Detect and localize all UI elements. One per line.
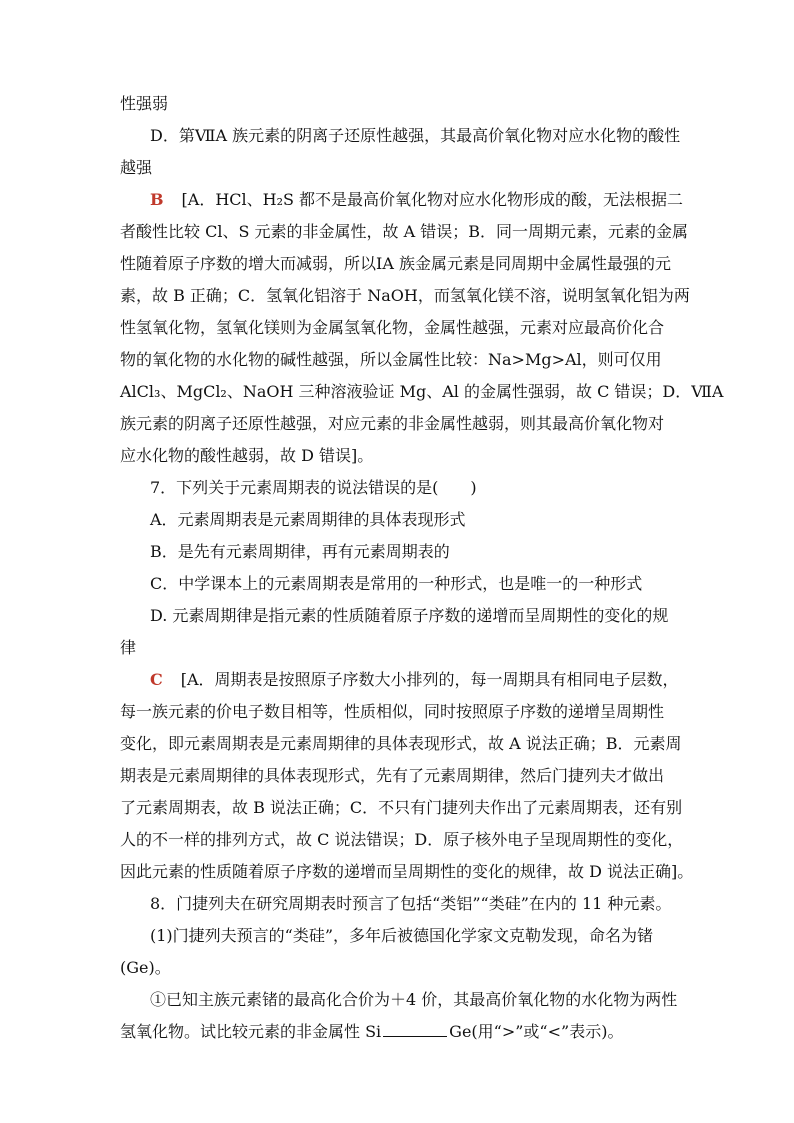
- text-line: AlCl₃、MgCl₂、NaOH 三种溶液验证 Mg、Al 的金属性强弱，故 C 错误；D．ⅦA: [120, 382, 724, 401]
- option-a: A．元素周期表是元素周期律的具体表现形式: [150, 510, 466, 529]
- text-line: 性氢氧化物，氢氧化镁则为金属氢氧化物，金属性越强，元素对应最高价化合: [120, 318, 665, 337]
- text-line: (Ge)。: [120, 958, 171, 977]
- answer-text: [A．周期表是按照原子序数大小排列的，每一周期具有相同电子层数，: [180, 670, 679, 689]
- subquestion-1-part-1: ①已知主族元素锗的最高化合价为＋4 价，其最高价氧化物的水化物为两性: [150, 990, 678, 1009]
- option-d-line: D．第ⅦA 族元素的阴离子还原性越强，其最高价氧化物对应水化物的酸性: [150, 126, 681, 145]
- text-line: 应水化物的酸性越弱，故 D 错误]。: [120, 446, 374, 465]
- option-b: B．是先有元素周期律，再有元素周期表的: [150, 542, 450, 561]
- answer-letter: C: [150, 670, 163, 689]
- text-line: 性强弱: [120, 94, 169, 113]
- option-c: C．中学课本上的元素周期表是常用的一种形式，也是唯一的一种形式: [150, 574, 643, 593]
- text-line: 性随着原子序数的增大而减弱，所以ⅠA 族金属元素是同周期中金属性最强的元: [120, 254, 671, 273]
- text-line: 者酸性比较 Cl、S 元素的非金属性，故 A 错误；B．同一周期元素，元素的金属: [120, 222, 688, 241]
- text-line: 人的不一样的排列方式，故 C 说法错误；D．原子核外电子呈现周期性的变化，: [120, 830, 684, 849]
- subquestion-1: (1)门捷列夫预言的“类硅”，多年后被德国化学家文克勒发现，命名为锗: [150, 926, 654, 945]
- answer-blank[interactable]: [383, 1022, 447, 1037]
- text-line: 素，故 B 正确；C．氢氧化铝溶于 NaOH，而氢氧化镁不溶，说明氢氧化铝为两: [120, 286, 690, 305]
- text-line: 了元素周期表，故 B 说法正确；C．不只有门捷列夫作出了元素周期表，还有别: [120, 798, 683, 817]
- option-d: D. 元素周期律是指元素的性质随着原子序数的递增而呈周期性的变化的规: [150, 606, 669, 625]
- fill-blank-suffix: Ge(用“>”或“<”表示)。: [449, 1022, 624, 1041]
- text-line: 律: [120, 638, 137, 657]
- answer-line: [150, 670, 679, 690]
- text-line: 因此元素的性质随着原子序数的递增而呈周期性的变化的规律，故 D 说法正确]。: [120, 862, 694, 881]
- text-line: 越强: [120, 158, 153, 177]
- answer-letter: B: [150, 190, 164, 209]
- answer-line: [150, 190, 683, 210]
- answer-text: [A．HCl、H₂S 都不是最高价氧化物对应水化物形成的酸，无法根据二: [181, 190, 684, 209]
- fill-blank-prefix: 氢氧化物。试比较元素的非金属性 Si: [120, 1022, 382, 1041]
- text-line: 变化，即元素周期表是元素周期律的具体表现形式，故 A 说法正确；B．元素周: [120, 734, 682, 753]
- text-line: 期表是元素周期律的具体表现形式，先有了元素周期律，然后门捷列夫才做出: [120, 766, 665, 785]
- text-line: 每一族元素的价电子数目相等，性质相似，同时按照原子序数的递增呈周期性: [120, 702, 665, 721]
- fill-blank-line: [120, 1022, 623, 1042]
- text-line: 族元素的阴离子还原性越强，对应元素的非金属性越弱，则其最高价氧化物对: [120, 414, 665, 433]
- text-line: 物的氧化物的水化物的碱性越强，所以金属性比较：Na>Mg>Al，则可仅用: [120, 350, 662, 369]
- question-8-stem: 8．门捷列夫在研究周期表时预言了包括“类铝”“类硅”在内的 11 种元素。: [150, 894, 672, 913]
- question-7-stem: 7．下列关于元素周期表的说法错误的是( ): [150, 478, 477, 497]
